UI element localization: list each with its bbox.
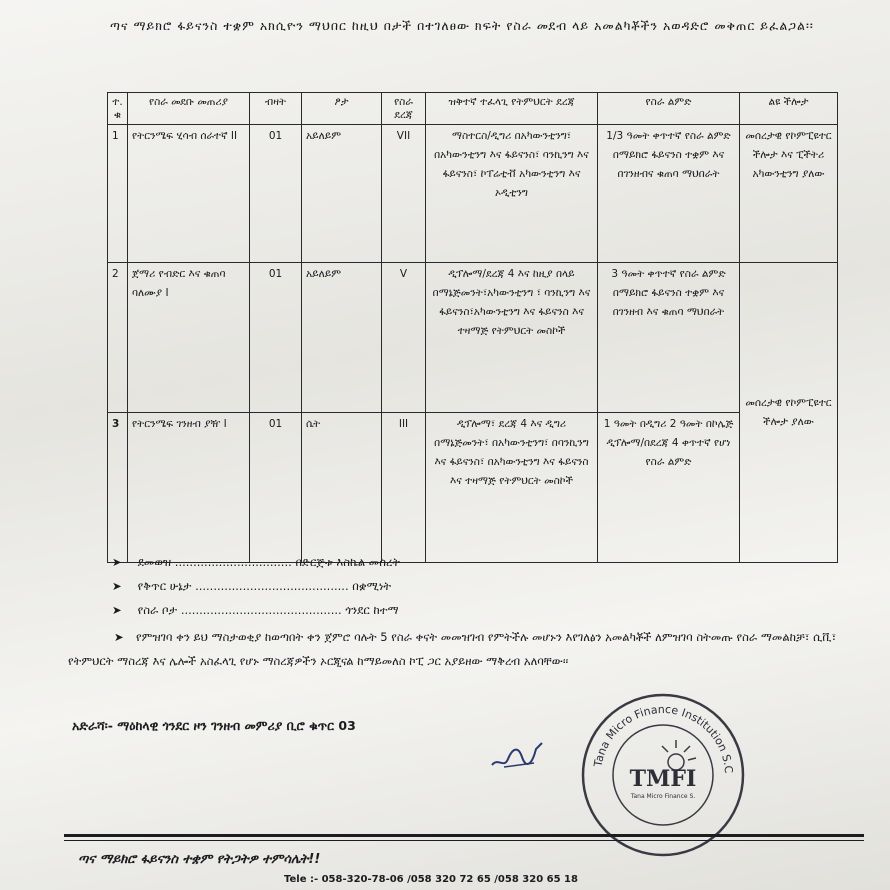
list-item xyxy=(112,579,391,594)
table-row xyxy=(108,413,838,563)
cell-education: ዲፕሎማ/ደረጃ 4 እና ከዚያ በላይ በማኔጅመንት፣አካውንቲንግ ፣ ባንኪንግ እና ፋይናንስ፣አካውንቲንግ እና ፋይናንስ እና ተዛማጅ የትምህርት መስኮች xyxy=(426,263,598,413)
footer-rule-thin xyxy=(64,840,864,841)
header-sex: ፆታ xyxy=(302,93,382,125)
table-header-row xyxy=(108,93,838,125)
cell-no: 1 xyxy=(108,125,128,263)
list-item xyxy=(112,555,400,570)
list-item xyxy=(112,603,399,618)
cell-no: 3 xyxy=(108,413,128,563)
arrow-bullet-icon: ➤ xyxy=(114,630,124,644)
footer-company-name: ጣና ማይክሮ ፋይናንስ ተቋም የትጋትዎ ተምሳሌት!! xyxy=(78,852,321,867)
cell-experience: 3 ዓመት ቀጥተኛ የስራ ልምድ በማይክሮ ፋይናንስ ተቋም እና በገንዘብ እና ቁጠባ ማህበራት xyxy=(598,263,740,413)
header-title: የስራ መደቡ መጠሪያ xyxy=(128,93,250,125)
term-dots: .......................................... xyxy=(195,579,349,593)
cell-grade: III xyxy=(382,413,426,563)
cell-title: ጀማሪ የብድር እና ቁጠባ ባለሙያ I xyxy=(128,263,250,413)
address-line: አድራሻ፡- ማዕከላዊ ጎንደር ዞን ገንዘብ መምሪያ ቢሮ ቁጥር 03 xyxy=(72,718,356,733)
cell-experience: 1/3 ዓመት ቀጥተኛ የስራ ልምድ በማይክሮ ፋይናንስ ተቋም እና በገንዘብና ቁጠባ ማህበራት xyxy=(598,125,740,263)
term-value: በቋሚነት xyxy=(352,579,392,593)
header-skill: ልዩ ችሎታ xyxy=(740,93,838,125)
header-qty: ብዛት xyxy=(250,93,302,125)
table-row xyxy=(108,263,838,413)
vacancy-table xyxy=(107,92,838,563)
cell-education: ማስተርስ/ዲግሪ በአካውንቲንግ፣ በአካውንቲንግ እና ፋይናንስ፣ ባንኪንግ እና ፋይናንስ፣ ኮፐሬቲቭ አካውንቲንግ እና ኦዲቲንግ xyxy=(426,125,598,263)
cell-title: የትርንሜፍ ገንዘብ ያዥ I xyxy=(128,413,250,563)
paragraph-text: የምዝገባ ቀን ይህ ማስታወቂያ ከወጣበት ቀን ጀምሮ ባሉት 5 የስራ ቀናት መመዝገብ የምትችሉ መሆኑን እየገለፅን አመልካቾች ለምዝገባ ስትመጡ የስራ ማመልከቻ፣ ሲቪ፣ የትምህርት ማስረጃ እና ሌሎች አስፈላጊ የሆኑ ማስረጃዎችን ኦርጂናል ከማይመለስ ኮፒ ጋር አያይዘው ማቅረብ አለባቸው፡፡ xyxy=(68,630,837,668)
header-grade: የስራ ደረጃ xyxy=(382,93,426,125)
term-value: ጎንደር ከተማ xyxy=(345,603,399,617)
cell-sex: አይለይም xyxy=(302,263,382,413)
header-no: ተ. ቁ xyxy=(108,93,128,125)
footer-rule xyxy=(64,834,864,837)
footer-phone: Tele :- 058-320-78-06 /058 320 72 65 /058 320 65 18 xyxy=(284,874,578,885)
header-experience: የስራ ልምድ xyxy=(598,93,740,125)
cell-sex: አይለይም xyxy=(302,125,382,263)
term-label: የስራ ቦታ xyxy=(137,603,178,617)
seal-small-text: Tana Micro Finance S. xyxy=(630,793,696,800)
cell-sex: ሴት xyxy=(302,413,382,563)
cell-title: የትርንሜፍ ሂሳብ ሰራተኛ II xyxy=(128,125,250,263)
term-dots: ................................ xyxy=(174,555,292,569)
seal-logo: TMFI xyxy=(629,766,697,792)
term-dots: ............................................ xyxy=(180,603,342,617)
table-row xyxy=(108,125,838,263)
term-value: በድርጅቱ እስኬል መሰረት xyxy=(295,555,401,569)
cell-no: 2 xyxy=(108,263,128,413)
cell-grade: V xyxy=(382,263,426,413)
term-label: ደመወዝ xyxy=(137,555,172,569)
cell-qty: 01 xyxy=(250,125,302,263)
arrow-bullet-icon: ➤ xyxy=(112,603,122,617)
signature-icon xyxy=(488,735,548,775)
registration-paragraph xyxy=(68,625,868,673)
term-label: የቅጥር ሁኔታ xyxy=(137,579,192,593)
cell-skill: መሰረታዊ የኮምፒዩተር ችሎታ ያለው xyxy=(740,263,838,563)
cell-experience: 1 ዓመት በዲግሪ 2 ዓመት በኮሌጅ ዲፕሎማ/በደረጃ 4 ቀጥተኛ የሆነ የስራ ልምድ xyxy=(598,413,740,563)
seal-ring-text: Tana Micro Finance Institution S.C xyxy=(591,702,736,774)
cell-qty: 01 xyxy=(250,263,302,413)
arrow-bullet-icon: ➤ xyxy=(112,579,122,593)
header-education: ዝቅተኛ ተፈላጊ የትምህርት ደረጃ xyxy=(426,93,598,125)
cell-education: ዲፕሎማ፣ ደረጃ 4 እና ዲግሪ በማኔጅመንት፣ በአካውንቲንግ፣ በባንኪንግ እና ፋይናንስ፣ በአካውንቲንግ እና ፋይናንስ እና ተዛማጅ የትምህርት መስኮች xyxy=(426,413,598,563)
cell-qty: 01 xyxy=(250,413,302,563)
cell-grade: VII xyxy=(382,125,426,263)
cell-skill: መሰረታዊ የኮምፒዩተር ችሎታ እና ፒችትሪ አካውንቲንግ ያለው xyxy=(740,125,838,263)
arrow-bullet-icon: ➤ xyxy=(112,555,122,569)
intro-text: ጣና ማይክሮ ፋይናንስ ተቋም አክሲዮን ማህበር ከዚህ በታች በተገለፀው ክፍት የስራ መደብ ላይ አመልካቾችን አወዳድሮ መቅጠር ይፈልጋል፡፡ xyxy=(110,18,814,33)
